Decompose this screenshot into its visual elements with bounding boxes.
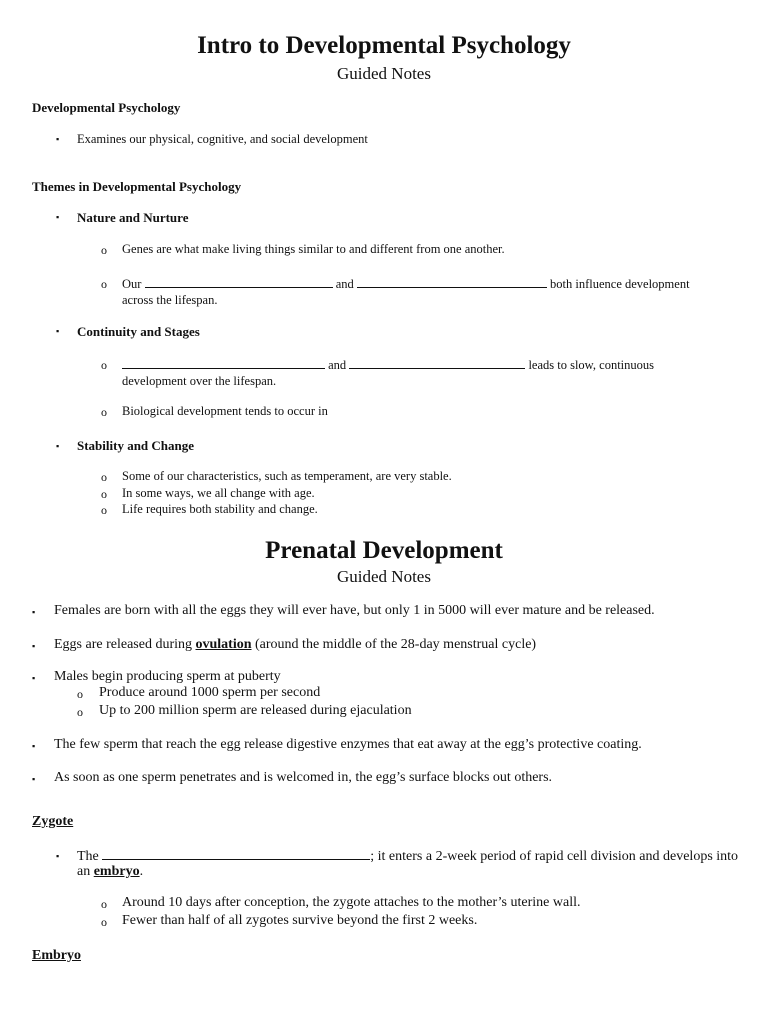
square-bullet-icon: ▪ [32, 673, 36, 683]
sentence-text: leads to slow, continuous [528, 358, 655, 372]
square-bullet-icon: ▪ [56, 326, 60, 336]
square-bullet-icon: ▪ [32, 641, 36, 651]
page-title: Intro to Developmental Psychology [197, 32, 571, 59]
bullet-text-part: (around the middle of the 28-day menstrual cycle) [255, 637, 537, 652]
square-bullet-icon: ▪ [32, 607, 36, 617]
blank-line[interactable] [145, 276, 333, 288]
bullet-text: Examines our physical, cognitive, and social development [77, 132, 368, 146]
circle-bullet-icon: o [101, 897, 107, 911]
label-stability-change: Stability and Change [77, 438, 195, 453]
bullet-text: Females are born with all the eggs they will ever have, but only 1 in 5000 will ever mature and be released. [54, 603, 655, 618]
list-item: Some of our characteristics, such as temperament, are very stable. [122, 469, 452, 483]
sentence-continuation: across the lifespan. [122, 293, 218, 307]
sentence-text: ; it enters a 2-week period of rapid cell division and develops into [370, 849, 739, 864]
list-item: Biological development tends to occur in [122, 404, 328, 418]
list-item: Up to 200 million sperm are released during ejaculation [99, 703, 412, 718]
sentence-text: an [77, 864, 91, 879]
square-bullet-icon: ▪ [56, 441, 60, 451]
circle-bullet-icon: o [77, 705, 83, 719]
section-title: Prenatal Development [265, 537, 503, 564]
sentence-continuation: development over the lifespan. [122, 374, 277, 388]
fill-in-sentence [77, 847, 738, 865]
sentence-text: The [77, 849, 99, 864]
sentence-continuation [77, 864, 143, 880]
sentence-text: . [139, 864, 144, 879]
section-subtitle: Guided Notes [337, 567, 431, 586]
list-item: Around 10 days after conception, the zygote attaches to the mother’s uterine wall. [122, 895, 581, 910]
fill-in-sentence [122, 276, 690, 292]
circle-bullet-icon: o [101, 277, 107, 291]
heading-themes: Themes in Developmental Psychology [32, 179, 242, 194]
circle-bullet-icon: o [101, 915, 107, 929]
blank-line[interactable] [349, 357, 525, 369]
label-continuity-stages: Continuity and Stages [77, 324, 200, 339]
square-bullet-icon: ▪ [56, 134, 60, 144]
sentence-text: both influence development [550, 277, 690, 291]
square-bullet-icon: ▪ [32, 741, 36, 751]
bullet-text: Males begin producing sperm at puberty [54, 669, 281, 684]
bullet-text-part: Eggs are released during [54, 637, 192, 652]
list-item: In some ways, we all change with age. [122, 486, 315, 500]
blank-line[interactable] [102, 847, 370, 860]
list-item: Genes are what make living things similar to and different from one another. [122, 242, 505, 256]
list-item: Life requires both stability and change. [122, 502, 318, 516]
heading-zygote: Zygote [32, 814, 74, 829]
circle-bullet-icon: o [101, 470, 107, 484]
circle-bullet-icon: o [77, 687, 83, 701]
sentence-text: and [328, 358, 347, 372]
sentence-text: and [335, 277, 354, 291]
heading-embryo: Embryo [32, 948, 81, 963]
bullet-text: The few sperm that reach the egg release digestive enzymes that eat away at the egg’s protective coating. [54, 737, 642, 752]
square-bullet-icon: ▪ [56, 212, 60, 222]
blank-line[interactable] [357, 276, 547, 288]
circle-bullet-icon: o [101, 405, 107, 419]
list-item: Fewer than half of all zygotes survive beyond the first 2 weeks. [122, 913, 478, 928]
heading-developmental-psychology: Developmental Psychology [32, 100, 181, 115]
label-nature-nurture: Nature and Nurture [77, 210, 189, 225]
bullet-text: As soon as one sperm penetrates and is welcomed in, the egg’s surface blocks out others. [54, 770, 553, 785]
bullet-text [54, 637, 536, 653]
circle-bullet-icon: o [101, 358, 107, 372]
list-item: Produce around 1000 sperm per second [99, 685, 321, 700]
key-term: ovulation [195, 637, 252, 652]
page-subtitle: Guided Notes [337, 64, 431, 83]
circle-bullet-icon: o [101, 487, 107, 501]
square-bullet-icon: ▪ [32, 774, 36, 784]
square-bullet-icon: ▪ [56, 851, 60, 861]
circle-bullet-icon: o [101, 503, 107, 517]
sentence-text: Our [122, 277, 142, 291]
fill-in-sentence [122, 357, 654, 373]
key-term: embryo [93, 864, 140, 879]
blank-line[interactable] [122, 357, 325, 369]
circle-bullet-icon: o [101, 243, 107, 257]
